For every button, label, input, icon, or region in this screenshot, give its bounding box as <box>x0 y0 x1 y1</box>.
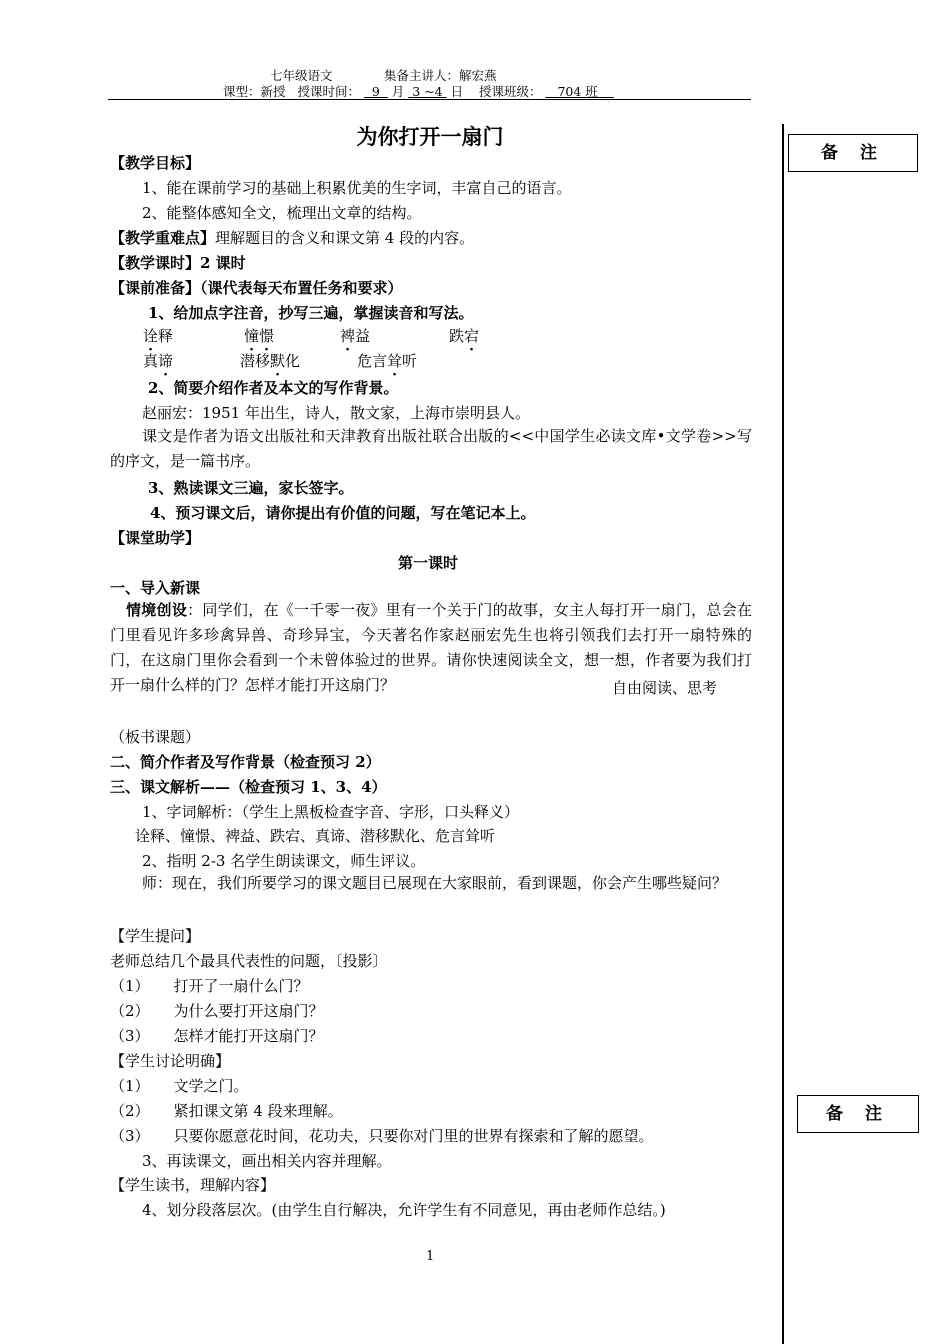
header-class-label: 授课班级： <box>479 84 542 99</box>
analysis-item-1: 1、字词解析：（学生上黑板检查字音、字形，口头释义） <box>142 803 520 821</box>
vocab-word: 诠释 <box>143 327 174 345</box>
header-month: 9 <box>371 84 380 99</box>
author-intro: 赵丽宏：1951 年出生，诗人，散文家，上海市崇明县人。 <box>142 404 530 422</box>
analysis-item-4: 4、划分段落层次。(由学生自行解决，允许学生有不同意见，再由老师作总结。) <box>142 1201 666 1219</box>
answer-text: 文学之门。 <box>173 1077 249 1095</box>
prep-item-1: 1、给加点字注音，抄写三遍，掌握读音和写法。 <box>148 304 474 322</box>
key-points <box>110 227 474 248</box>
answer-item <box>110 1100 343 1121</box>
discussion-heading: 【学生讨论明确】 <box>110 1052 231 1070</box>
question-text: 打开了一扇什么门？ <box>173 977 309 995</box>
answer-number: （1） <box>110 1077 150 1095</box>
scene-label: 情境创设 <box>126 601 188 619</box>
reading-heading: 【学生读书，理解内容】 <box>110 1176 276 1194</box>
section-1-heading: 一、导入新课 <box>110 579 201 597</box>
header-type: 课型：新授 <box>223 84 286 99</box>
prep-item-4: 4、预习课文后，请你提出有价值的问题，写在笔记本上。 <box>150 504 536 522</box>
key-body: 理解题目的含义和课文第 4 段的内容。 <box>215 229 475 247</box>
notes-box-bottom: 备 注 <box>797 1095 919 1133</box>
questions-intro: 老师总结几个最具代表性的问题，〔投影〕 <box>110 952 388 970</box>
header-lesson-info <box>223 82 614 100</box>
answer-item <box>110 1075 249 1096</box>
vocab-word: 危言耸听 <box>357 352 418 370</box>
analysis-item-3: 3、再读课文，画出相关内容并理解。 <box>142 1152 392 1170</box>
page-number: 1 <box>426 1249 435 1264</box>
header-time-label: 授课时间： <box>297 84 360 99</box>
goal-item-2: 2、能整体感知全文，梳理出文章的结构。 <box>142 204 422 222</box>
vocab-word: 真谛 <box>143 352 174 370</box>
prep-item-2: 2、简要介绍作者及本文的写作背景。 <box>148 379 399 397</box>
answer-item <box>110 1125 654 1146</box>
lesson-label: 第一课时 <box>398 554 459 572</box>
scene-body: ：同学们，在《一千零一夜》里有一个关于门的故事，女主人每打开一扇门，总会在门里看见许多珍禽异兽、奇珍异宝，今天著名作家赵丽宏先生也将引领我们去打开一扇特殊的门，在这扇门里你会看到一个未曾体验过的世界。请你快速阅读全文，想一想，作者要为我们打开一扇什么样的门？怎样才能打开这扇门？ <box>110 601 752 694</box>
vocab-word: 憧憬 <box>244 327 275 345</box>
vocab-word: 裨益 <box>340 327 371 345</box>
header-day: 3 ~4 <box>412 84 443 99</box>
teacher-prompt: 师：现在，我们所要学习的课文题目已展现在大家眼前，看到课题，你会产生哪些疑问？ <box>142 874 728 892</box>
analysis-words: 诠释、憧憬、裨益、跌宕、真谛、潜移默化、危言耸听 <box>135 827 496 845</box>
answer-number: （3） <box>110 1127 150 1145</box>
header-month-unit: 月 <box>391 84 405 99</box>
header-rule <box>108 99 751 100</box>
analysis-item-2: 2、指明 2-3 名学生朗读课文，师生评议。 <box>142 852 426 870</box>
document-title: 为你打开一扇门 <box>356 125 504 149</box>
header-speaker: 集备主讲人：解宏燕 <box>384 68 497 83</box>
goal-item-1: 1、能在课前学习的基础上积累优美的生字词，丰富自己的语言。 <box>142 179 572 197</box>
background-paragraph: 课文是作者为语文出版社和天津教育出版社联合出版的<<中国学生必读文库•文学卷>>写的序文，是一篇书序。 <box>110 427 752 470</box>
scene-activity: 自由阅读、思考 <box>612 679 718 697</box>
notes-column-divider <box>782 124 784 1344</box>
question-item <box>110 975 309 996</box>
header-grade: 七年级语文 <box>270 68 333 83</box>
section-2-heading: 二、简介作者及写作背景（检查预习 2） <box>110 753 381 771</box>
answer-text: 只要你愿意花时间，花功夫，只要你对门里的世界有探索和了解的愿望。 <box>173 1127 654 1145</box>
question-text: 为什么要打开这扇门？ <box>173 1002 324 1020</box>
question-item <box>110 1000 324 1021</box>
question-number: （2） <box>110 1002 150 1020</box>
goal-heading: 【教学目标】 <box>110 154 201 172</box>
hours-heading: 【教学课时】 <box>110 254 201 272</box>
key-heading: 【教学重难点】 <box>110 229 216 247</box>
questions-heading: 【学生提问】 <box>110 927 201 945</box>
prep-item-3: 3、熟读课文三遍，家长签字。 <box>148 479 354 497</box>
question-item <box>110 1025 324 1046</box>
hours <box>110 252 246 273</box>
notes-box-top: 备 注 <box>788 134 918 172</box>
answer-number: （2） <box>110 1102 150 1120</box>
question-number: （3） <box>110 1027 150 1045</box>
section-3-heading: 三、课文解析——（检查预习 1、3、4） <box>110 778 387 796</box>
prep-heading: 【课前准备】（课代表每天布置任务和要求） <box>110 279 403 297</box>
vocab-word: 跌宕 <box>449 327 480 345</box>
answer-text: 紧扣课文第 4 段来理解。 <box>173 1102 343 1120</box>
hours-body: 2 课时 <box>200 254 246 272</box>
classroom-heading: 【课堂助学】 <box>110 529 201 547</box>
header-class: 704 班 <box>557 84 598 99</box>
question-text: 怎样才能打开这扇门？ <box>173 1027 324 1045</box>
question-number: （1） <box>110 977 150 995</box>
board-note: （板书课题） <box>110 728 201 746</box>
header-day-unit: 日 <box>450 84 464 99</box>
vocab-word: 潜移默化 <box>240 352 301 370</box>
